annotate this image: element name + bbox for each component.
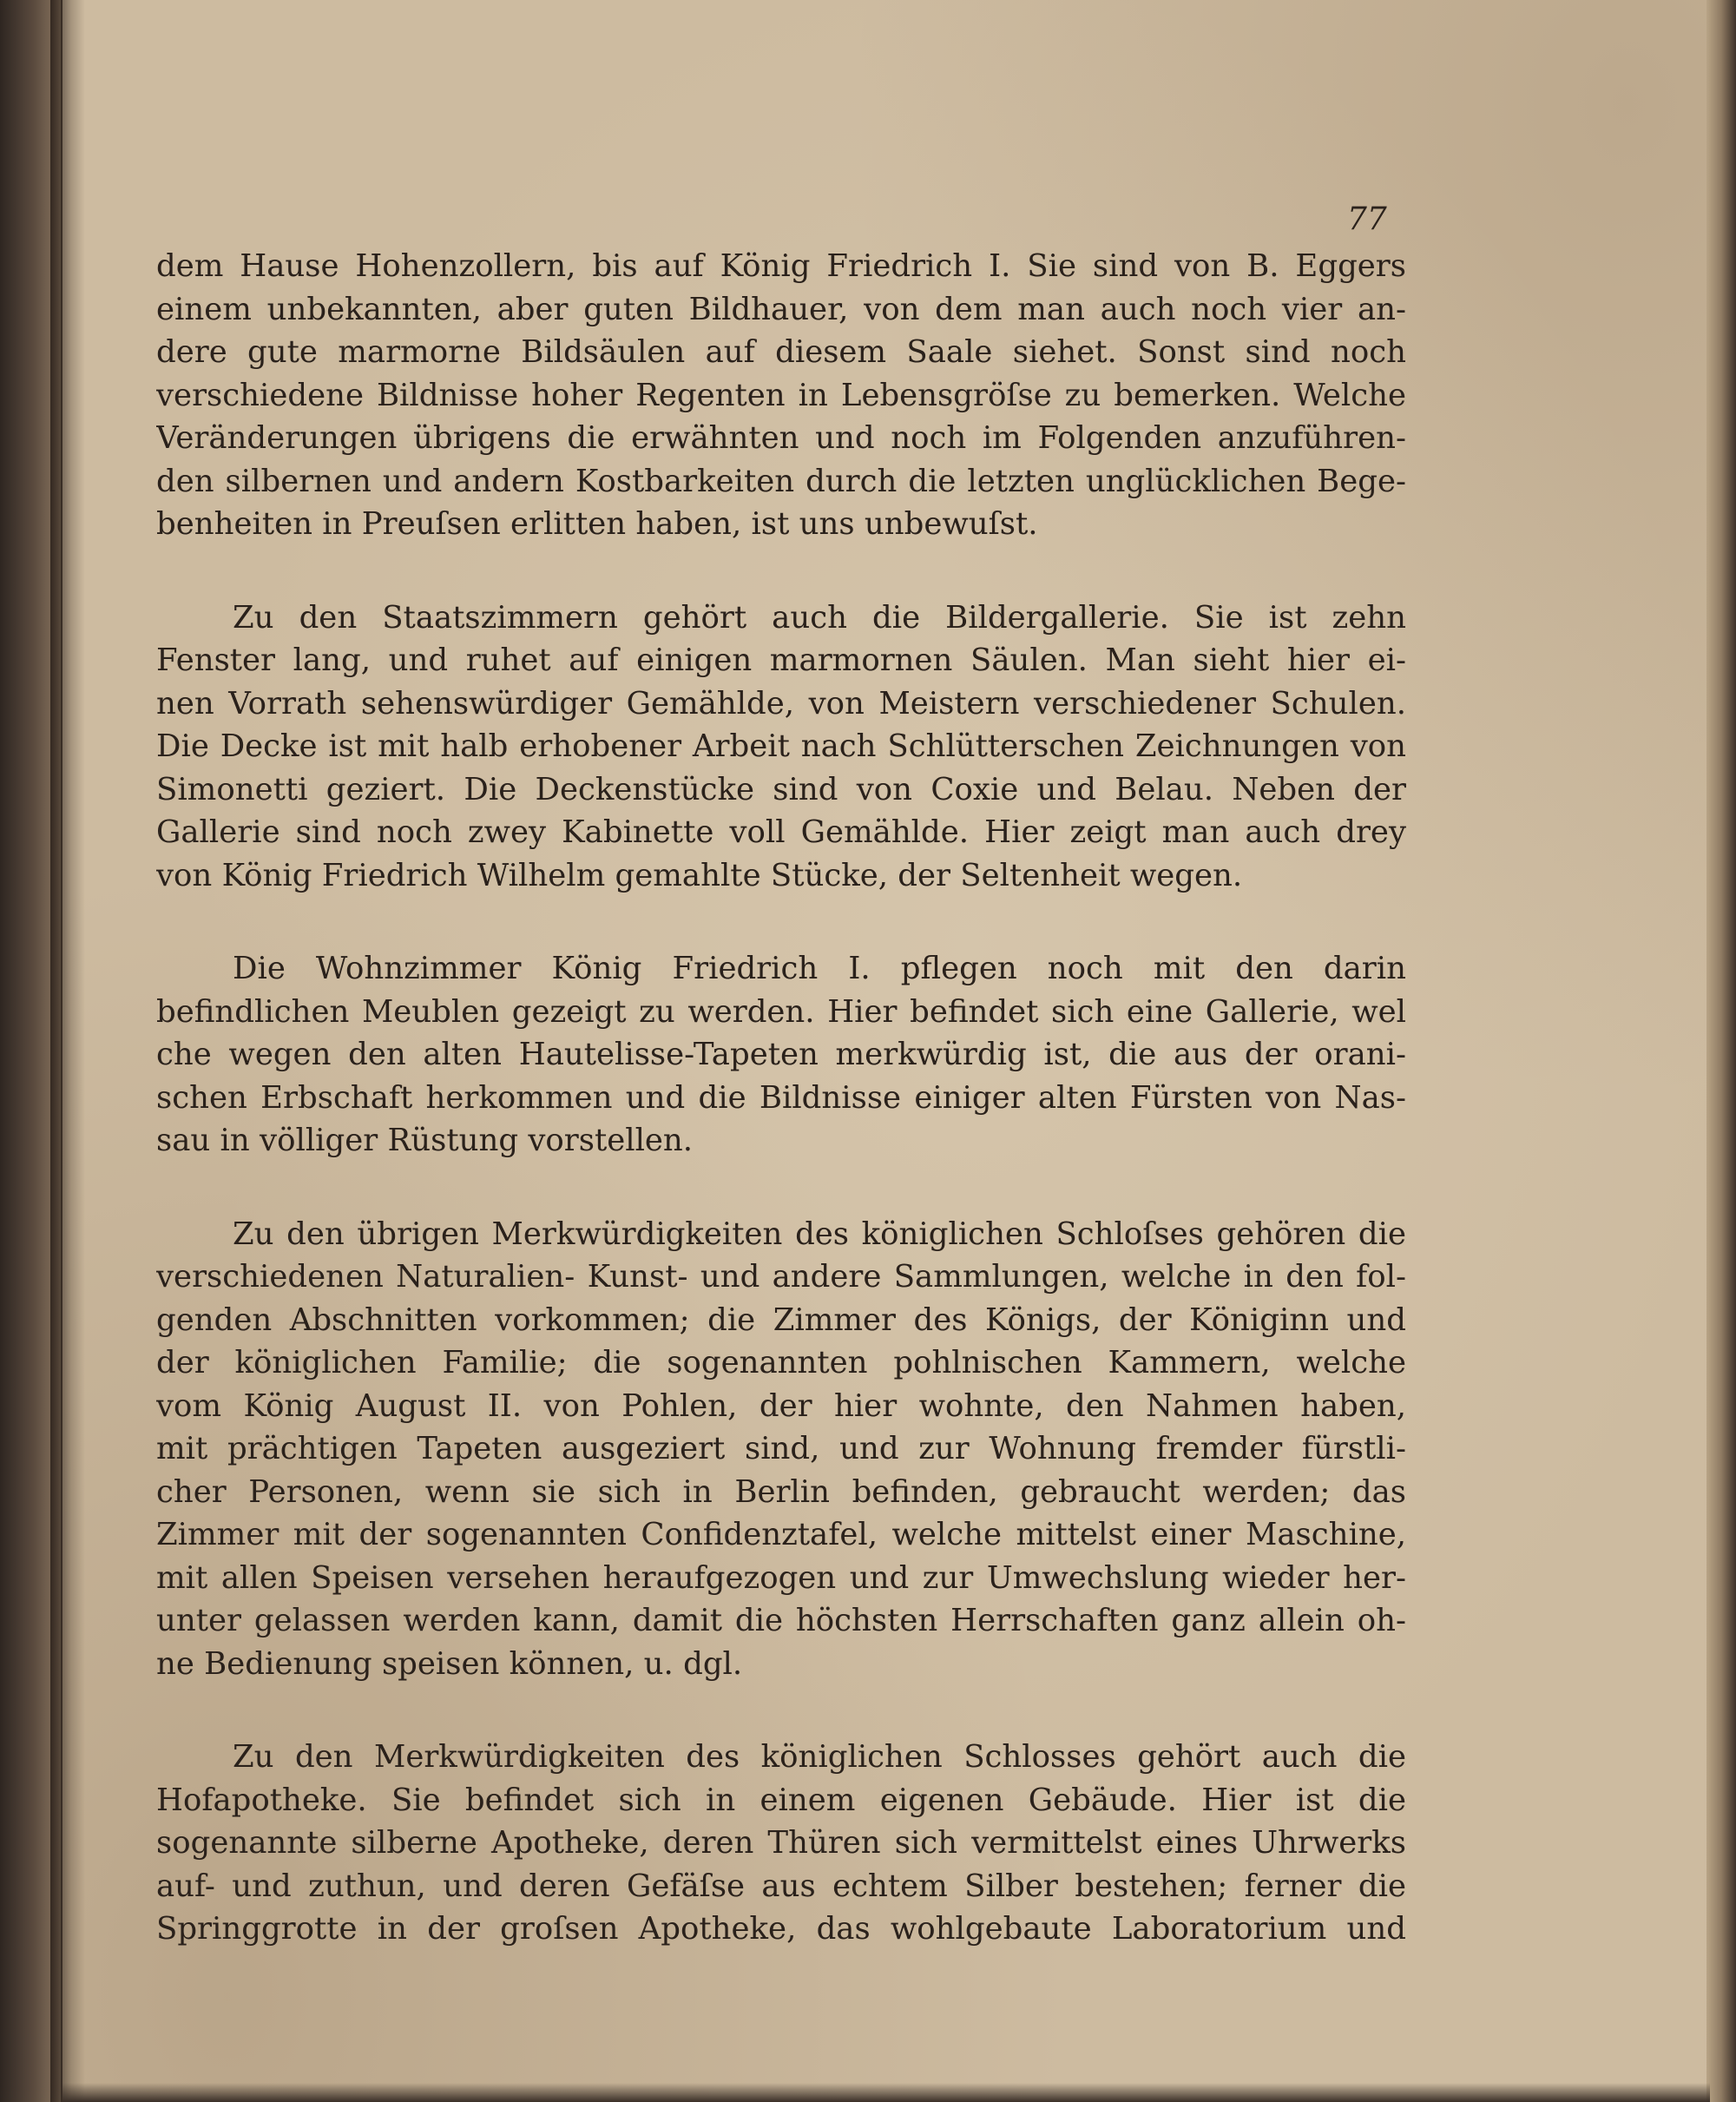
text-line: nen Vorrath sehenswürdiger Gemählde, von Meistern verschiedener Schulen. [156,685,1406,722]
text-line: dem Hause Hohenzollern, bis auf König Friedrich I. Sie sind von B. Eggers [156,248,1406,284]
text-line: Zimmer mit der sogenannten Confidenztafel, welche mittelst einer Maschine, [156,1517,1406,1552]
paragraph [156,1736,1406,1951]
text-line: befindlichen Meublen gezeigt zu werden. Hier befindet sich eine Gallerie, wel [156,993,1406,1030]
page-bottom-shadow [62,2083,1710,2102]
text-line: Zu den Staatszimmern gehört auch die Bildergallerie. Sie ist zehn [233,599,1406,636]
text-line: Die Decke ist mit halb erhobener Arbeit nach Schlütterschen Zeichnungen von [156,728,1406,764]
body-text [156,245,1406,2001]
paragraph [156,1213,1406,1686]
text-line: verschiedene Bildnisse hoher Regenten in Lebensgröſse zu bemerken. Welche [156,377,1406,413]
text-line: Die Wohnzimmer König Friedrich I. pflegen noch mit den darin [233,951,1406,986]
text-line: cher Personen, wenn sie sich in Berlin befinden, gebraucht werden; das [156,1473,1406,1510]
text-line: von König Friedrich Wilhelm gemahlte Stücke, der Seltenheit wegen. [156,857,1243,893]
page-edge [1706,0,1736,2102]
paragraph [156,947,1406,1163]
text-line: der königlichen Familie; die sogenannten pohlnischen Kammern, welche [156,1345,1406,1380]
text-line: sogenannte silberne Apotheke, deren Thüren sich vermittelst eines Uhrwerks [156,1825,1406,1861]
text-line: Veränderungen übrigens die erwähnten und noch im Folgenden anzuführen- [156,420,1406,456]
text-line: einem unbekannten, aber guten Bildhauer, von dem man auch noch vier an- [156,291,1406,327]
text-line: mit allen Speisen versehen heraufgezogen und zur Umwechslung wieder her- [156,1559,1406,1596]
text-line: Zu den übrigen Merkwürdigkeiten des königlichen Schloſses gehören die [233,1216,1406,1252]
paragraph [156,596,1406,898]
text-line: auf- und zuthun, und deren Gefäſse aus echtem Silber bestehen; ferner die [156,1868,1406,1904]
text-line: Simonetti geziert. Die Deckenstücke sind von Coxie und Belau. Neben der [156,771,1406,807]
text-line: vom König August II. von Pohlen, der hier wohnte, den Nahmen haben, [156,1387,1406,1424]
spine-shadow [50,0,85,2102]
text-line: Zu den Merkwürdigkeiten des königlichen Schlosses gehört auch die [233,1739,1406,1775]
text-line: Gallerie sind noch zwey Kabinette voll Gemählde. Hier zeigt man auch drey [156,814,1406,850]
text-line: genden Abschnitten vorkommen; die Zimmer des Königs, der Königinn und [156,1301,1406,1338]
text-line: verschiedenen Naturalien- Kunst- und andere Sammlungen, welche in den fol- [156,1259,1406,1295]
text-line: ne Bedienung speisen können, u. dgl. [156,1645,743,1682]
text-line: che wegen den alten Hautelisse-Tapeten merkwürdig ist, die aus der orani- [156,1037,1406,1072]
text-line: Fenster lang, und ruhet auf einigen marmornen Säulen. Man sieht hier ei- [156,642,1406,678]
text-line: Springgrotte in der groſsen Apotheke, das wohlgebaute Laboratorium und [156,1911,1406,1947]
text-line: unter gelassen werden kann, damit die höchsten Herrschaften ganz allein oh- [156,1603,1406,1638]
page-number: 77 [1347,201,1387,237]
text-line: mit prächtigen Tapeten ausgeziert sind, und zur Wohnung fremder fürstli- [156,1431,1406,1466]
paragraph [156,245,1406,546]
text-line: dere gute marmorne Bildsäulen auf diesem Saale siehet. Sonst sind noch [156,334,1406,370]
text-line: Hofapotheke. Sie befindet sich in einem eigenen Gebäude. Hier ist die [156,1782,1406,1818]
text-line: sau in völliger Rüstung vorstellen. [156,1123,694,1158]
text-line: benheiten in Preuſsen erlitten haben, ist uns unbewuſst. [156,506,1038,542]
text-line: den silbernen und andern Kostbarkeiten durch die letzten unglücklichen Bege- [156,463,1406,499]
text-line: schen Erbschaft herkommen und die Bildnisse einiger alten Fürsten von Nas- [156,1079,1406,1116]
